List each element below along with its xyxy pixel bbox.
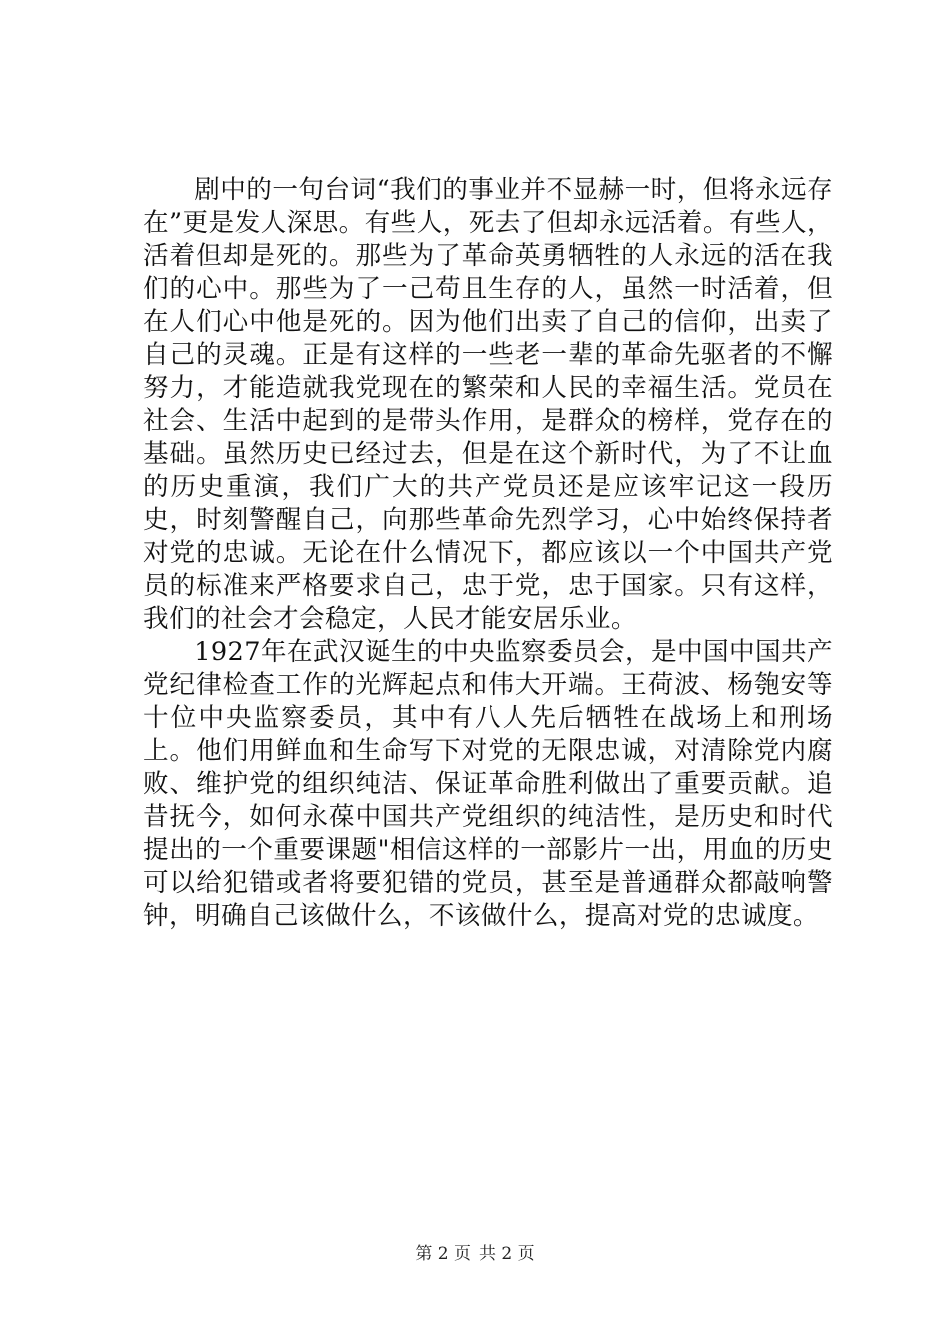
- page-footer: [0, 1243, 950, 1265]
- paragraph-1: 剧中的一句台词“我们的事业并不显赫一时，但将永远存在”更是发人深思。有些人，死去了但却永远活着。有些人，活着但却是死的。那些为了革命英勇牺牲的人永远的活在我们的心中。那些为了一己苟且生存的人，虽然一时活着，但在人们心中他是死的。因为他们出卖了自己的信仰，出卖了自己的灵魂。正是有这样的一些老一辈的革命先驱者的不懈努力，才能造就我党现在的繁荣和人民的幸福生活。党员在社会、生活中起到的是带头作用，是群众的榜样，党存在的基础。虽然历史已经过去，但是在这个新时代，为了不让血的历史重演，我们广大的共产党员还是应该牢记这一段历史，时刻警醒自己，向那些革命先烈学习，心中始终保持者对党的忠诚。无论在什么情况下，都应该以一个中国共产党员的标准来严格要求自己，忠于党，忠于国家。只有这样，我们的社会才会稳定，人民才能安居乐业。: [143, 175, 833, 634]
- page-number: 第 2 页: [415, 1244, 471, 1264]
- paragraph-2: 1927年在武汉诞生的中央监察委员会，是中国中国共产党纪律检查工作的光辉起点和伟大开端。王荷波、杨匏安等十位中央监察委员，其中有八人先后牺牲在战场上和刑场上。他们用鲜血和生命写下对党的无限忠诚，对清除党内腐败、维护党的组织纯洁、保证革命胜利做出了重要贡献。追昔抚今，如何永葆中国共产党组织的纯洁性，是历史和时代提出的一个重要课题"相信这样的一部影片一出，用血的历史可以给犯错或者将要犯错的党员，甚至是普通群众都敲响警钟，明确自己该做什么，不该做什么，提高对党的忠诚度。: [143, 637, 833, 931]
- document-body: [143, 174, 833, 933]
- page-total: 共 2 页: [479, 1244, 535, 1264]
